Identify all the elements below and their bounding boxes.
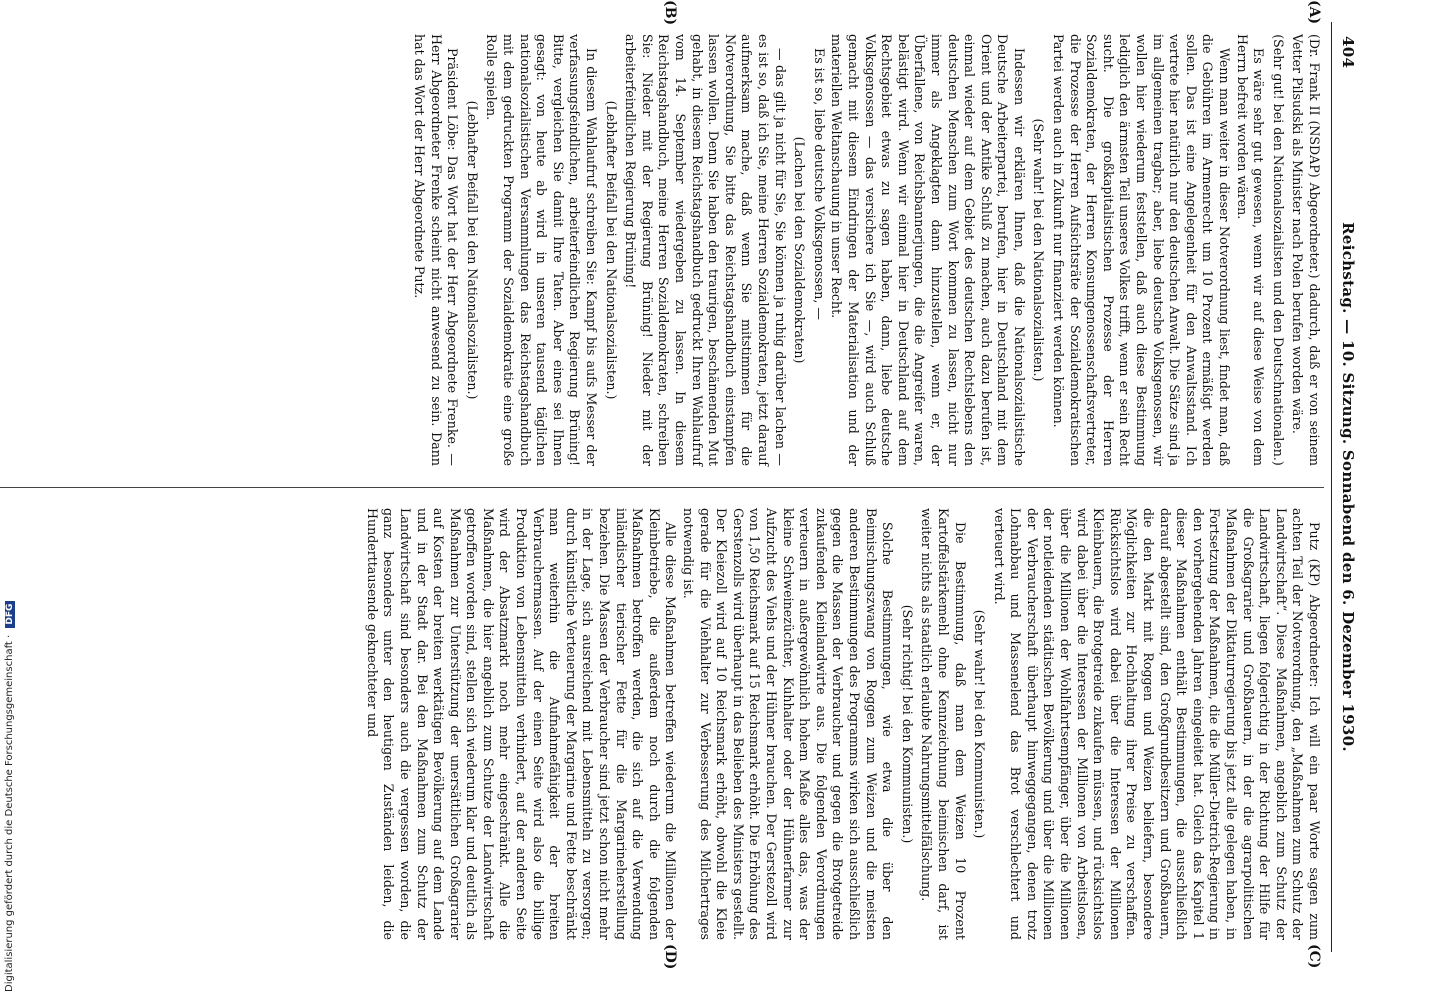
interjection: (Sehr wahr! bei den Kommunisten.) [972,609,988,839]
digitization-credit [4,601,15,992]
paragraph: Indessen wir erklären Ihnen, daß die Nationalsozialistische Deutsche Arbeiterpartei, berufen, hier in Deutschland mit dem Orient und der Antike Schluß zu machen, auch dazu berufen ist, einmal wieder auf dem Gebiet des deutschen Rechtslebens den deutschen Menschen zum Wort kommen zu lassen, nicht nur immer als Angeklagten dann hinzustellen, wenn er, der Überfallene, von Reichsbannerjungen, die die Angreifer waren, belästigt wird. Wenn wir einmal hier in Deutschland auf dem Rechtsgebiet etwas zu sagen haben, dann, liebe deutsche Volksgenossen — das versichere ich Sie —, wird auch Schluß gemacht mit diesem Eindringen der Materialisation und der materiellen Weltanschauung in unser Recht. [829,34,1027,466]
margin-marker-a: (A) [1306,0,1322,25]
paragraph: Alle diese Maßnahmen betreffen wiederum die Millionen der Kleinbetriebe, die außerdem noch durch die folgenden Maßnahmen betroffen werden, die sich auf die Verwendung inländischer tierischer Fette für die Margarineherstellung beziehen. Die Massen der Verbraucher sind jetzt schon nicht mehr in der Lage, sich ausreichend mit Lebensmitteln zu versorgen; durch künstliche Verteuerung der Margarine und Fette beschränkt man weiterhin die Aufnahmefähigkeit der breiten Verbrauchermassen. Auf der einen Seite wird also die billige Produktion von Lebensmitteln verhindert, auf der anderen Seite wird der Absatzmarkt noch mehr eingeschränkt. Alle die Maßnahmen, die hier angeblich zum Schutze der Landwirtschaft getroffen worden sind, stellen sich wiederum klar und deutlich als Maßnahmen zur Unterstützung der unersättlichen Großagrarier auf Kosten der breiten werktätigen Bevölkerung auf dem Lande und in der Stadt dar. Bei den Maßnahmen zum Schutz der Landwirtschaft sind besonders auch die vergessen worden, die ganz besonders unter den heutigen Zuständen leiden, die Hunderttausende geknechteter und [364,508,679,940]
interjection: (Lebhafter Beifall bei den Nationalsozialisten.) [603,100,619,400]
paragraph: Präsident Löbe: Das Wort hat der Herr Abgeordnete Frenke. — Herr Abgeordneter Frenke scheint nicht anwesend zu sein. Dann hat das Wort der Herr Abgeordnete Putz. [412,34,461,466]
paragraph: Wenn man weiter in dieser Notverordnung liest, findet man, daß die Gebühren im Armenrecht um 10 Prozent ermäßigt werden sollen. Das ist eine Angelegenheit für den Anwaltsstand. Ich vertrete hier natürlich nur den deutschen Anwalt. Die Sätze sind ja im allgemeinen tragbar; aber, liebe deutsche Volksgenossen, wir wollen hier wiederum feststellen, daß auch diese Bestimmung lediglich den ärmsten Teil unseres Volkes trifft, wenn er sein Recht sucht. Die großkapitalistischen Prozesse der Herren Sozialdemokraten, der Herren Konsumgenossenschaftsvertreter, die Prozesse der Herren Aufsichtsräte der Sozialdemokratischen Partei werden auch in Zukunft nur finanziert werden können. [1051,34,1233,466]
paragraph: — das gilt ja nicht für Sie, Sie können ja ruhig darüber lachen — es ist so, daß ich Sie, meine Herren Sozialdemokraten, jetzt darauf aufmerksam mache, daß wenn Sie mitstimmen für die Notverordnung, Sie bitte das Reichstagshandbuch einstampfen lassen wollen. Denn Sie haben den traurigen, beschämenden Mut gehabt, in diesem Reichstagshandbuch gedruckt Ihren Wahlaufruf vom 14. September wiedergeben zu lassen. In diesem Reichstagshandbuch, meine Herren Sozialdemokraten, schreiben Sie: Nieder mit der Regierung Brüning! Nieder mit der arbeiterfeindlichen Regierung Brüning! [623,34,788,466]
margin-marker-d: (D) [662,944,678,970]
header-rule [1331,22,1332,952]
running-head [1332,22,1358,952]
paragraph: Putz (KP) Abgeordneter: Ich will ein paar Worte sagen zum achten Teil der Notverordnung, den „Maßnahmen zum Schutz der Landwirtschaft“. Diese Maßnahmen, angeblich zum Schutz der Landwirtschaft, liegen folgerichtig in der Richtung der Hilfe für die Großagrarier und Großbauern, in der die agrarpolitischen Maßnahmen der Diktaturregierung bis jetzt alle gelegen haben, in Fortsetzung der Maßnahmen, die die Müller-Dietrich-Regierung in den vorhergehenden Jahren eingeleitet hat. Gleich das Kapitel 1 dieser Maßnahmen enthält Bestimmungen, die ausschließlich darauf abgestellt sind, den Großgrundbesitzern und Großbauern, die den Markt mit Roggen und Weizen beliefern, besondere Möglichkeiten zur Hochhaltung ihrer Preise zu verschaffen. Rücksichtslos wird dabei über die Interessen der Millionen Kleinbauern, die Brotgetreide zukaufen müssen, und rücksichtslos wird dabei über die Interessen der Millionen von Arbeitslosen, über die Millionen der Wohlfahrtsempfänger, über die Millionen der notleidenden städtischen Bevölkerung und über die Millionen der Verbraucherschaft überhaupt hinweggegangen, denen trotz Lohnabbau und Massenelend das Brot verschlechtert und verteuert wird. [991,508,1322,940]
right-column [362,508,1322,940]
paragraph: Die Bestimmung, daß man dem Weizen 10 Prozent Kartoffelstärkemehl ohne Kennzeichnung beimischen darf, ist weiter nichts als staatlich erlaubte Nahrungsmittelfälschung. [919,508,968,940]
left-column [410,34,1322,466]
paragraph: Solche Bestimmungen, wie etwa die über den Beimischungszwang von Roggen zum Weizen und die meisten anderen Bestimmungen des Programms wirken sich ausschließlich gegen die Massen der Verbraucher und gegen die Brotgetreide zukaufenden Kleinlandwirte aus. Die folgenden Verordnungen verteuern in außergewöhnlich hohem Maße alles das, was der kleine Schweinezüchter, Kuhhalter oder der Hühnerfarmer zur Aufzucht des Viehs und der Hühner brauchen. Der Gerstezoll wird von 1,50 Reichsmark auf 15 Reichsmark erhöht. Die Erhöhung des Gerstenzolls wird überhaupt in das Belieben des Ministers gestellt. Der Kleiezoll wird auf 10 Reichsmark erhöht, obwohl die Kleie gerade für die Viehhalter zur Verbesserung des Milchertrages notwendig ist. [681,508,896,940]
paragraph: Es wäre sehr gut gewesen, wenn wir auf diese Weise von dem Herrn befreit worden wären. [1234,34,1267,466]
column-divider [0,487,1324,488]
interjection: (Sehr richtig! bei den Kommunisten.) [899,604,915,844]
interjection: (Lachen bei den Sozialdemokraten) [792,136,808,364]
credit-text: Digitalisierung gefördert durch die Deutsche Forschungsgemeinschaft · [4,634,15,992]
page-number: 404 [1339,36,1357,69]
margin-marker-c: (C) [1306,944,1322,969]
paragraph: Es ist so, liebe deutsche Volksgenossen, — [811,48,827,321]
interjection: (Sehr gut! bei den Nationalsozialisten und den Deutschnationalen.) [1270,34,1286,466]
paragraph: In diesem Wahlaufruf schreiben Sie: Kampf bis aufs Messer der verfassungsfeindlichen, arbeiterfeindlichen Regierung Brüning! Bitte, vergleichen Sie damit Ihre Taten. Aber eines sei Ihnen gesagt: von heute ab wird in unseren tausend täglichen nationalsozialistischen Versammlungen das Reichstagshandbuch mit dem gedruckten Programm der Sozialdemokratie eine große Rolle spielen. [484,34,600,466]
interjection: (Lebhafter Beifall bei den Nationalsozialisten.) [464,100,480,400]
paragraph: (Dr. Frank II (NSDAP) Abgeordneter.) dadurch, daß er von seinem Vetter Pilsudski als Minister nach Polen berufen worden wäre. [1290,34,1322,466]
interjection: (Sehr wahr! bei den Nationalsozialisten.) [1031,118,1047,382]
page-title: Reichstag. — 10. Sitzung. Sonnabend den 6. Dezember 1930. [1339,222,1357,752]
dfg-logo: DFG [5,601,15,628]
margin-marker-b: (B) [662,0,678,26]
